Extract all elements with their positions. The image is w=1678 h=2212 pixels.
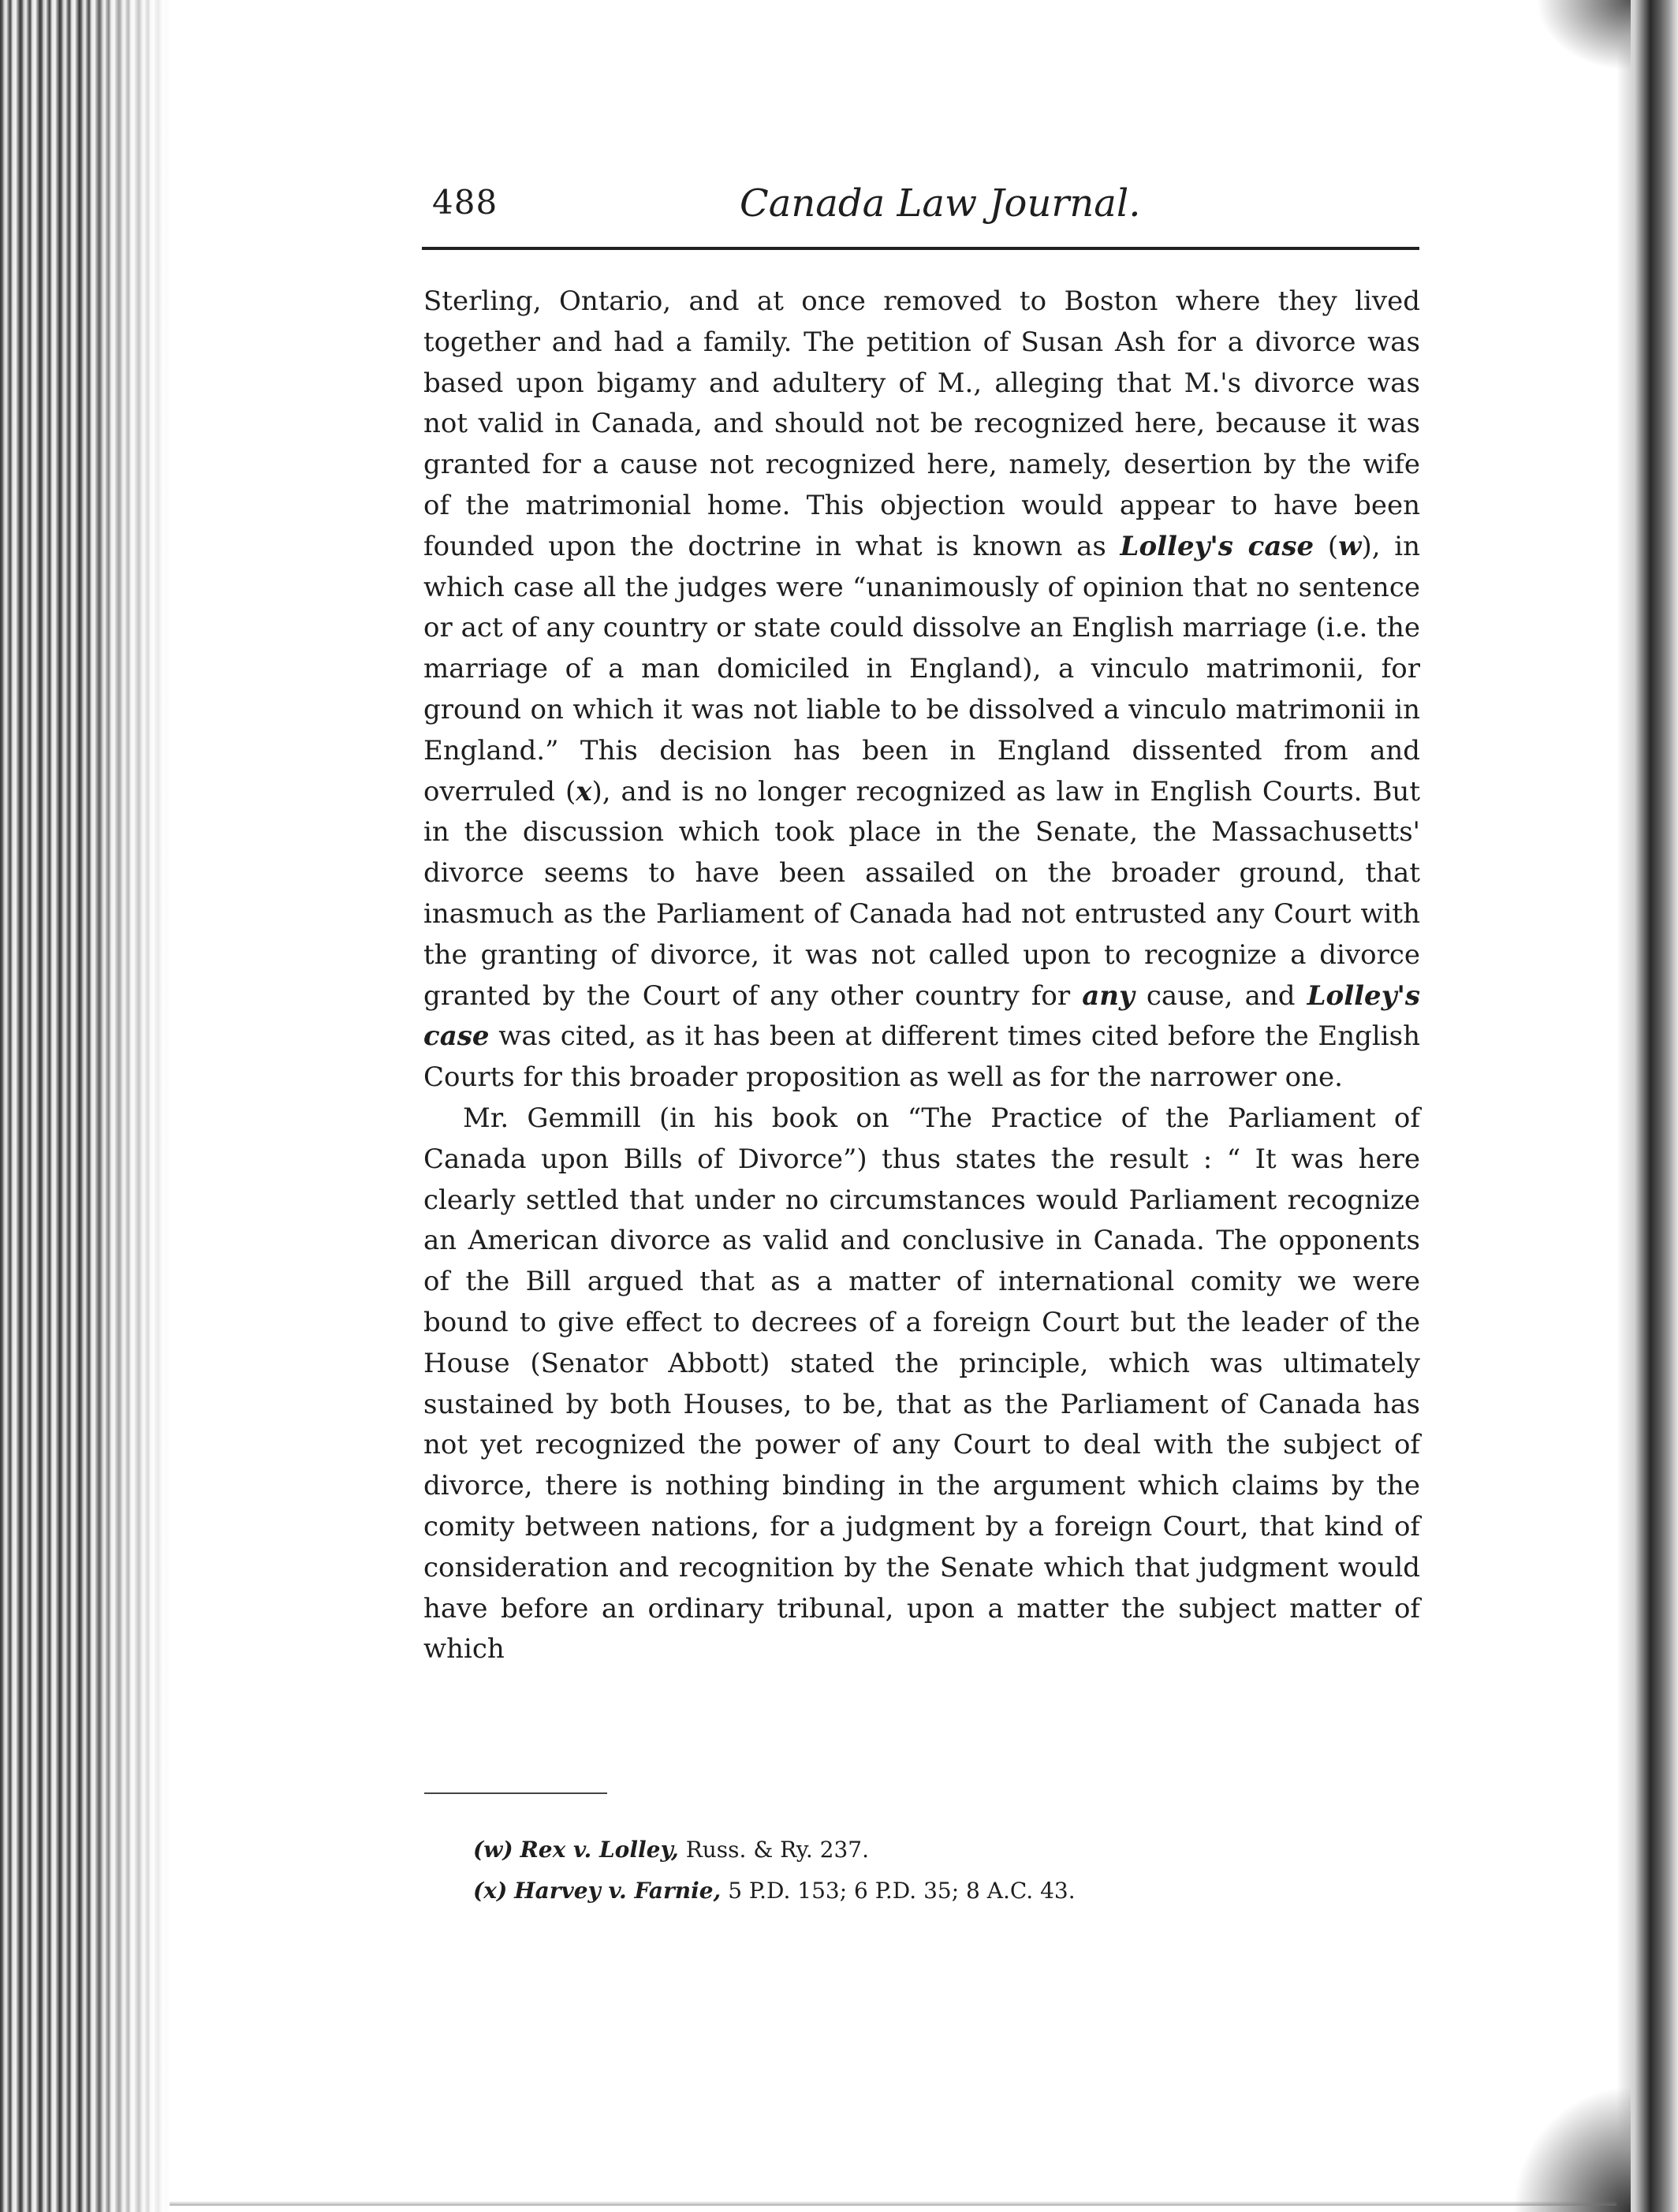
italic-text-run: w bbox=[1338, 530, 1362, 562]
paragraph-2: Mr. Gemmill (in his book on “The Practice of the Parliament of Canada upon Bills of Divorce”) thus states the result : “ It was here clearly settled that under no circumstances would Parliament recognize an American divorce as valid and conclusive in Canada. The opponents of the Bill argued that as a matter of international comity we were bound to give effect to decrees of a foreign Court but the leader of the House (Senator Abbott) stated the principle, which was ultimately sustained by both Houses, to be, that as the Parliament of Canada has not yet recognized the power of any Court to deal with the subject of divorce, there is nothing binding in the argument which claims by the comity between nations, for a judgment by a foreign Court, that kind of consideration and recognition by the Senate which that judgment would have before an ordinary tribunal, upon a matter the subject matter of which bbox=[423, 1102, 1420, 1666]
footnote-case: Rex v. Lolley, bbox=[520, 1837, 679, 1863]
footnote-case: Harvey v. Farnie, bbox=[514, 1878, 722, 1904]
text-run: was cited, as it has been at different times cited before the English Courts for this broader proposition as well as for the narrower one. bbox=[423, 1020, 1420, 1094]
page-header bbox=[432, 183, 1418, 246]
book-binding-edge-left bbox=[0, 0, 170, 2212]
running-title: Canada Law Journal. bbox=[740, 181, 1141, 226]
text-run: ), in which case all the judges were “unanimously of opinion that no sentence or act of any country or state could dissolve an English marriage (i.e. the marriage of a man domiciled in England), a vinculo matrimonii, for ground on which it was not liable to be dissolved a vinculo matrimonii in England.” This decision has been in England dissented from and overruled ( bbox=[423, 530, 1421, 808]
footnote-citation: Russ. & Ry. 237. bbox=[685, 1837, 869, 1863]
page-number: 488 bbox=[432, 183, 498, 222]
footnote-citation: 5 P.D. 153; 6 P.D. 35; 8 A.C. 43. bbox=[728, 1878, 1076, 1904]
body-text bbox=[423, 282, 1420, 1670]
text-run: ( bbox=[1314, 530, 1339, 562]
footnote-marker: (x) bbox=[473, 1878, 508, 1904]
page-bottom-edge bbox=[170, 2201, 1616, 2206]
italic-text-run: Lolley's case bbox=[1120, 530, 1314, 562]
footnote-rule bbox=[424, 1792, 607, 1794]
italic-text-run: x bbox=[576, 775, 592, 808]
page-corner-shadow-top bbox=[1536, 0, 1631, 71]
page-corner-shadow-bottom bbox=[1512, 2086, 1631, 2212]
text-run: Sterling, Ontario, and at once removed to Boston where they lived together and had a family. The petition of Susan Ash for a divorce was based upon bigamy and adultery of M., alleging that M.'s divorce was not valid in Canada, and should not be recognized here, because it was granted for a cause not recognized here, namely, desertion by the wife of the matrimonial home. This objection would appear to have been founded upon the doctrine in what is known as bbox=[423, 285, 1420, 562]
text-run: ), and is no longer recognized as law in English Courts. But in the discussion which took place in the Senate, the Massachusetts' divorce seems to have been assailed on the broader ground, that inasmuch as the Parliament of Canada had not entrusted any Court with the granting of divorce, it was not called upon to recognize a divorce granted by the Court of any other country for bbox=[423, 775, 1420, 1012]
paragraph-1 bbox=[423, 282, 1420, 1099]
footnote-x bbox=[473, 1871, 1341, 1912]
header-rule bbox=[422, 247, 1419, 250]
footnote-marker: (w) bbox=[473, 1837, 513, 1863]
italic-text-run: any bbox=[1082, 979, 1135, 1012]
text-run: cause, and bbox=[1134, 979, 1307, 1012]
footnote-w bbox=[473, 1830, 1341, 1871]
italic-text-run: Lolley's case bbox=[423, 979, 1420, 1053]
footnotes bbox=[473, 1830, 1341, 1912]
book-page-edge-right bbox=[1616, 0, 1678, 2212]
